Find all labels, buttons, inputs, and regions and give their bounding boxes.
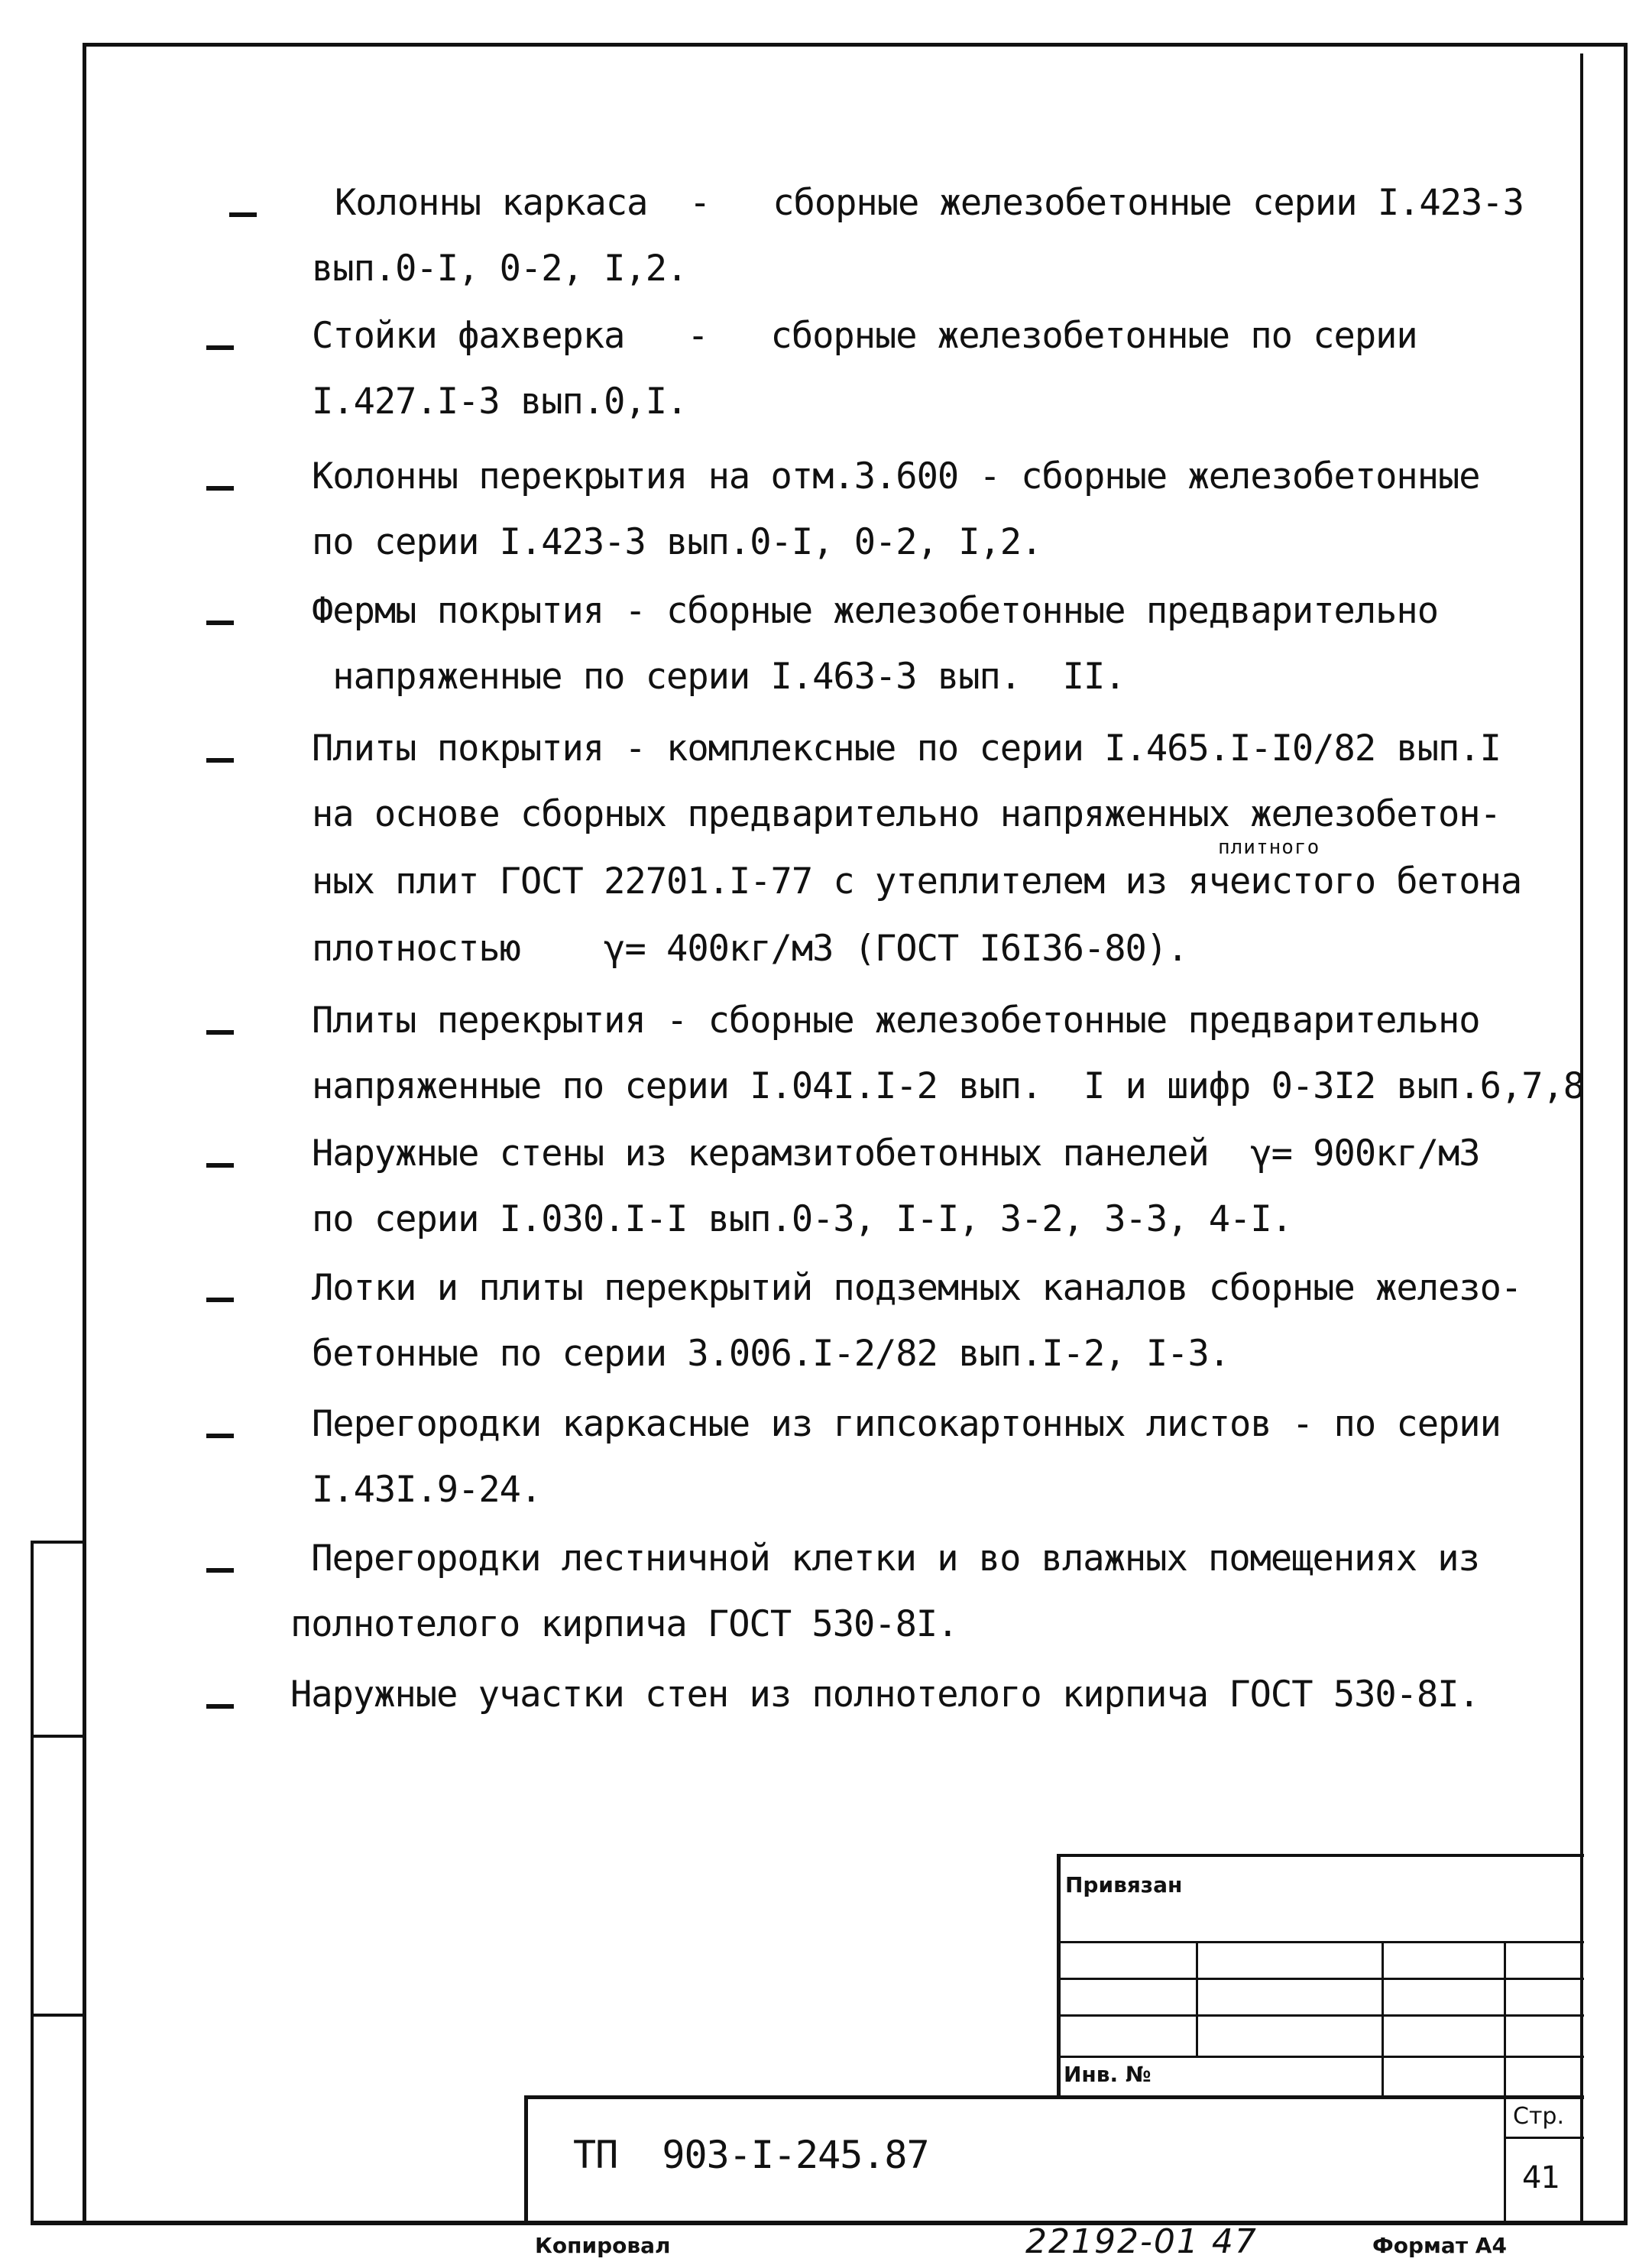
item-line: Колонны перекрытия на отм.3.600 - сборные железобетонные	[312, 455, 1480, 497]
bullet-dash	[206, 486, 234, 491]
page-label: Стр.	[1513, 2103, 1565, 2130]
item-line: полнотелого кирпича ГОСТ 530-8I.	[290, 1603, 958, 1645]
binding-strip-left	[31, 1541, 34, 2225]
frame-right-outer	[1624, 43, 1628, 2225]
item-line: Стойки фахверка - сборные железобетонные по серии	[312, 315, 1417, 357]
item-line: Наружные стены из керамзитобетонных панелей γ= 900кг/м3	[312, 1132, 1480, 1175]
bullet-dash	[206, 345, 234, 350]
item-line: Фермы покрытия - сборные железобетонные предварительно	[312, 590, 1439, 632]
item-line: Перегородки лестничной клетки и во влажных помещениях из	[290, 1538, 1479, 1580]
frame-top	[83, 43, 1628, 47]
frame-right-inner	[1580, 53, 1583, 2225]
item-line: по серии I.423-3 вып.0-I, 0-2, I,2.	[312, 521, 1042, 563]
item-line: плотностью γ= 400кг/м3 (ГОСТ I6I36-80).	[312, 928, 1188, 970]
item-line: бетонные по серии 3.006.I-2/82 вып.I-2, I-3.	[312, 1333, 1230, 1375]
item-line: вып.0-I, 0-2, I,2.	[312, 248, 688, 290]
page-number: 41	[1522, 2160, 1560, 2195]
bullet-dash	[206, 758, 234, 763]
item-line: Наружные участки стен из полнотелого кирпича ГОСТ 530-8I.	[290, 1674, 1479, 1716]
stamp-grid-line	[1504, 2137, 1584, 2139]
stamp-border	[1057, 1854, 1584, 1857]
privyazan-label: Привязан	[1065, 1872, 1183, 1897]
item-line: Лотки и плиты перекрытий подземных каналов сборные железо-	[312, 1267, 1522, 1309]
item-line: Колонны каркаса - сборные железобетонные серии I.423-3	[335, 182, 1524, 224]
handwritten-insertion: плитного	[1218, 836, 1320, 859]
item-line: Плиты перекрытия - сборные железобетонные предварительно	[312, 1000, 1480, 1042]
stamp-border	[524, 2095, 1584, 2099]
bullet-dash	[206, 1568, 234, 1573]
item-line: по серии I.030.I-I вып.0-3, I-I, 3-2, 3-3, 4-I.	[312, 1198, 1292, 1240]
stamp-border	[524, 2095, 528, 2225]
item-line: ных плит ГОСТ 22701.I-77 с утеплителем из ячеистого бетона	[312, 860, 1522, 902]
stamp-grid-line	[1382, 1941, 1384, 2098]
item-line: напряженные по серии I.04I.I-2 вып. I и шифр 0-3I2 вып.6,7,8	[312, 1065, 1585, 1107]
inv-number-label: Инв. №	[1064, 2062, 1152, 2087]
frame-left	[83, 43, 86, 2225]
order-number: 22192-01 47	[1025, 2222, 1258, 2261]
stamp-grid-line	[1196, 1941, 1198, 2058]
stamp-grid-line	[1504, 1941, 1506, 2221]
format-label: Формат А4	[1372, 2233, 1507, 2258]
bullet-dash	[206, 621, 234, 625]
stamp-border	[1057, 1854, 1061, 2098]
bullet-dash	[206, 1163, 234, 1168]
item-line: Перегородки каркасные из гипсокартонных листов - по серии	[312, 1403, 1501, 1445]
bullet-dash	[206, 1434, 234, 1438]
binding-strip-line	[31, 1541, 86, 1544]
item-line: напряженные по серии I.463-3 вып. II.	[312, 656, 1126, 698]
item-line: I.43I.9-24.	[312, 1469, 542, 1511]
binding-strip-line	[31, 2014, 86, 2017]
bullet-dash	[206, 1298, 234, 1302]
frame-bottom	[31, 2221, 1628, 2225]
bullet-dash	[229, 212, 257, 217]
binding-strip-line	[31, 1735, 86, 1738]
item-line: I.427.I-3 вып.0,I.	[312, 381, 688, 423]
bullet-dash	[206, 1030, 234, 1035]
document-code: ТП 903-I-245.87	[573, 2133, 929, 2177]
copied-by-label: Копировал	[535, 2233, 671, 2258]
item-line: на основе сборных предварительно напряженных железобетон-	[312, 793, 1501, 835]
item-line: Плиты покрытия - комплексные по серии I.465.I-I0/82 вып.I	[312, 727, 1501, 770]
bullet-dash	[206, 1704, 234, 1709]
